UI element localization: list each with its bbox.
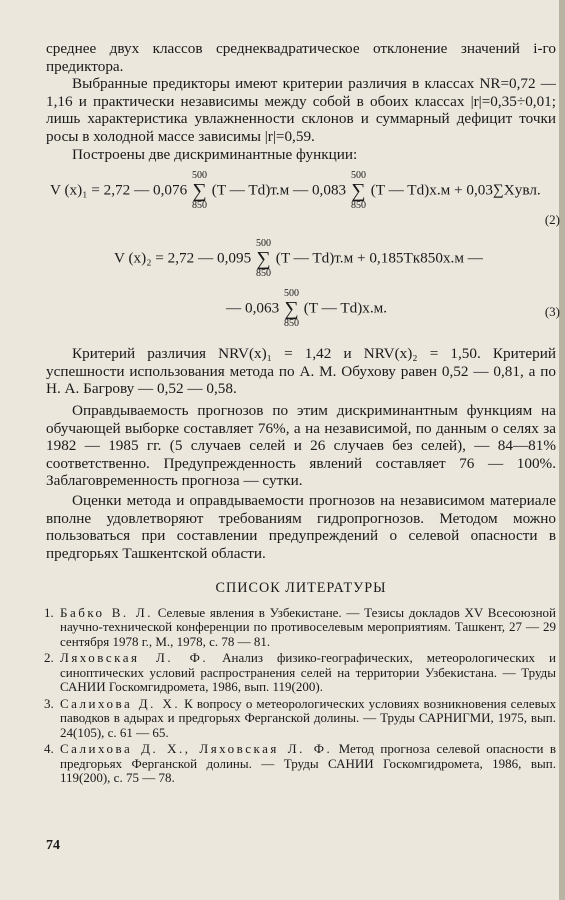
- reference-item: [46, 651, 556, 695]
- sum-upper-limit: 500: [255, 238, 271, 250]
- sum-lower-limit: 850: [350, 200, 366, 212]
- formula-2-left: V (x)₂ = 2,72 — 0,095: [114, 249, 252, 267]
- formula-1-term2: (T — Td)х.м + 0,03∑Xувл.: [370, 181, 541, 199]
- formula-3-term: (T — Td)х.м.: [303, 299, 388, 317]
- references-heading: СПИСОК ЛИТЕРАТУРЫ: [215, 580, 387, 597]
- sum-upper-limit: 500: [191, 170, 207, 182]
- references-list: [46, 606, 556, 786]
- equation-number-3: (3): [544, 304, 560, 320]
- reference-text: К вопросу о метеорологических условиях возникновения селевых паводков в адырах и предгорьях Ферганской долины. — Труды САРНИГМИ, 1975, вып. 24(105), с. 61 — 65.: [60, 695, 556, 740]
- reference-author: Ляховская Л. Ф.: [60, 650, 209, 666]
- sum-lower-limit: 850: [191, 200, 207, 212]
- paragraph-1: среднее двух классов среднеквадратическое отклонение значений i-го предиктора.: [46, 40, 556, 75]
- paragraph-4: Критерий различия NRV(x)₁ = 1,42 и NRV(x)₂ = 1,50. Критерий успешности использования метода по А. М. Обухову равен 0,52 — 0,81, а по Н. А. Багрову — 0,52 — 0,58.: [46, 345, 556, 398]
- sum-symbol: 500 ∑ 850: [255, 238, 271, 280]
- sum-symbol: 500 ∑ 850: [191, 170, 207, 212]
- formula-3: [226, 288, 560, 335]
- formula-1: [50, 170, 560, 228]
- page-number: 74: [46, 838, 60, 853]
- formula-2: [114, 239, 556, 285]
- formula-2-term: (T — Td)т.м + 0,185Tк850х.м —: [275, 249, 483, 267]
- formula-3-left: — 0,063: [226, 299, 280, 317]
- equation-number-2: (2): [544, 212, 560, 228]
- reference-number: 1.: [44, 604, 54, 620]
- reference-author: Салихова Д. Х., Ляховская Л. Ф.: [60, 741, 333, 757]
- reference-author: Бабко В. Л.: [60, 604, 153, 620]
- reference-number: 3.: [44, 695, 54, 711]
- page-edge-shadow: [559, 0, 565, 900]
- reference-number: 2.: [44, 650, 54, 666]
- formula-1-term1: (T — Td)т.м — 0,083: [211, 181, 347, 199]
- reference-text: Селевые явления в Узбекистане. — Тезисы докладов XV Всесоюзной научно-технической конференции по противоселевым мероприятиям. Ташкент, 27 — 29 сентября 1978 г., М., 1978, с. 78 — 81.: [60, 604, 557, 649]
- paragraph-6: Оценки метода и оправдываемости прогнозов на независимом материале вполне удовлетворяют требованиям гидропрогнозов. Методом можно пользоваться при составлении предупреждений о селевой опасности в предгорьях Ташкентской области.: [46, 491, 556, 562]
- sum-lower-limit: 850: [283, 318, 299, 330]
- reference-text: Метод прогноза селевой опасности в предгорьях Ферганской долины. — Труды САНИИ Госкомгидромета, 1986, вып. 119(200), с. 75 — 78.: [60, 741, 556, 786]
- paragraph-5: Оправдываемость прогнозов по этим дискриминантным функциям на обучающей выборке составляет 76%, а на независимой, по данным о селях за 1982 — 1985 гг. (5 случаев селей и 26 случаев без селей), — 84—81% соответственно. Предупрежденность явлений составляет 76 — 100%. Заблаговременность прогноза — сутки.: [46, 401, 556, 490]
- sum-lower-limit: 850: [255, 268, 271, 280]
- sum-symbol: 500 ∑ 850: [283, 288, 299, 330]
- sum-upper-limit: 500: [283, 288, 299, 300]
- main-text: [44, 40, 560, 788]
- reference-item: [46, 742, 556, 786]
- reference-item: [46, 697, 556, 741]
- sum-upper-limit: 500: [350, 170, 366, 182]
- reference-number: 4.: [44, 741, 54, 757]
- reference-item: [46, 606, 556, 650]
- sum-symbol: 500 ∑ 850: [350, 170, 366, 212]
- formula-1-left: V (x)₁ = 2,72 — 0,076: [50, 181, 188, 199]
- paragraph-2: Выбранные предикторы имеют критерии различия в классах NR=0,72 — 1,16 и практически независимы между собой в обоих классах |r|=0,35÷0,01; лишь характеристика увлажненности склонов и суммарный дефицит точки росы в холодной массе зависимы |r|=0,59.: [46, 75, 556, 145]
- reference-author: Салихова Д. Х.: [60, 695, 181, 711]
- paragraph-3: Построены две дискриминантные функции:: [72, 145, 358, 163]
- reference-text: Анализ физико-географических, метеорологических и синоптических условий распространения селей на территории Узбекистана. — Труды САНИИ Госкомгидромета, 1986, вып. 119(200).: [60, 650, 557, 695]
